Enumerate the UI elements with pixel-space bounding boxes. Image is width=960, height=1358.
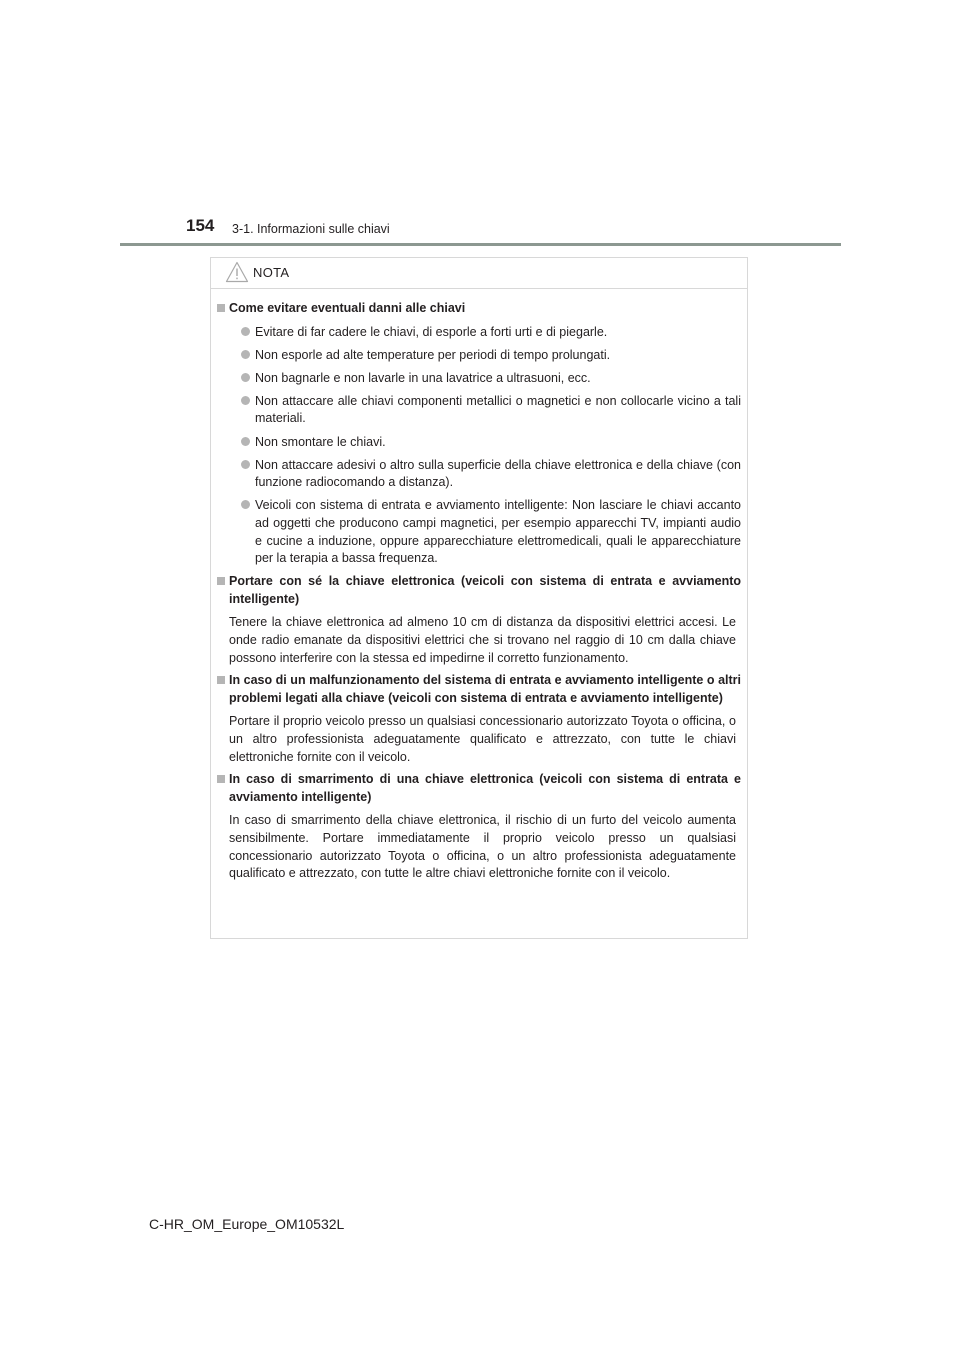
list-item: Non bagnarle e non lavarle in una lavatrice a ultrasuoni, ecc. xyxy=(241,370,741,388)
list-item: Veicoli con sistema di entrata e avviamento intelligente: Non lasciare le chiavi accanto ad oggetti che producono campi magnetici, per esempio apparecchi TV, impianti audio e cucine a induzione, oppure apparecchiature elettromedicali, quali le apparecchiature per la terapia a bassa frequenza. xyxy=(241,497,741,567)
section-title: Portare con sé la chiave elettronica (veicoli con sistema di entrata e avviamento intelligente) xyxy=(229,574,741,606)
round-bullet-icon xyxy=(241,460,250,469)
section-title: Come evitare eventuali danni alle chiavi xyxy=(229,301,466,315)
notice-header xyxy=(211,258,747,289)
square-bullet-icon xyxy=(217,577,225,585)
square-bullet-icon xyxy=(217,676,225,684)
page-number: 154 xyxy=(186,216,215,235)
section-title: In caso di un malfunzionamento del sistema di entrata e avviamento intelligente o altri problemi legati alla chiave (veicoli con sistema di entrata e avviamento intelligente) xyxy=(229,673,741,705)
list-item: Non attaccare adesivi o altro sulla superficie della chiave elettronica e della chiave (con funzione radiocomando a distanza). xyxy=(241,457,741,492)
header-rule xyxy=(120,243,841,246)
section-title: In caso di smarrimento di una chiave elettronica (veicoli con sistema di entrata e avviamento intelligente) xyxy=(229,772,741,804)
warning-triangle-icon xyxy=(225,261,249,283)
round-bullet-icon xyxy=(241,500,250,509)
section-text: In caso di smarrimento della chiave elettronica, il rischio di un furto del veicolo aumenta sensibilmente. Portare immediatamente il proprio veicolo presso un qualsiasi concessionario autorizzato Toyota o officina, o un altro professionista adeguatamente qualificato e attrezzato, con tutte le altre chiavi elettroniche fornite con il veicolo. xyxy=(229,813,736,881)
list-item: Evitare di far cadere le chiavi, di esporle a forti urti e di piegarle. xyxy=(241,324,741,342)
footer-document-code: C-HR_OM_Europe_OM10532L xyxy=(149,1216,345,1232)
square-bullet-icon xyxy=(217,775,225,783)
notice-title: NOTA xyxy=(253,265,290,280)
round-bullet-icon xyxy=(241,350,250,359)
section-text: Portare il proprio veicolo presso un qualsiasi concessionario autorizzato Toyota o officina, o un altro professionista adeguatamente qualificato e attrezzato, con tutte le chiavi elettroniche fornite con il veicolo. xyxy=(229,714,736,764)
round-bullet-icon xyxy=(241,373,250,382)
notice-box xyxy=(210,257,748,939)
round-bullet-icon xyxy=(241,327,250,336)
section-malfunction xyxy=(217,672,741,766)
breadcrumb: 3-1. Informazioni sulle chiavi xyxy=(232,222,390,236)
section-key-care xyxy=(217,300,741,568)
round-bullet-icon xyxy=(241,437,250,446)
section-carry-key xyxy=(217,573,741,667)
section-text: Tenere la chiave elettronica ad almeno 10 cm di distanza da dispositivi elettrici accesi. Le onde radio emanate da dispositivi elettrici che si trovano nel raggio di 10 cm dalla chiave possono interferire con la stessa ed impedirne il corretto funzionamento. xyxy=(229,615,736,665)
list-item: Non smontare le chiavi. xyxy=(241,434,741,452)
square-bullet-icon xyxy=(217,304,225,312)
list-item: Non esporle ad alte temperature per periodi di tempo prolungati. xyxy=(241,347,741,365)
section-lost-key xyxy=(217,771,741,883)
round-bullet-icon xyxy=(241,396,250,405)
list-item: Non attaccare alle chiavi componenti metallici o magnetici e non collocarle vicino a tali materiali. xyxy=(241,393,741,428)
notice-body xyxy=(211,289,747,883)
